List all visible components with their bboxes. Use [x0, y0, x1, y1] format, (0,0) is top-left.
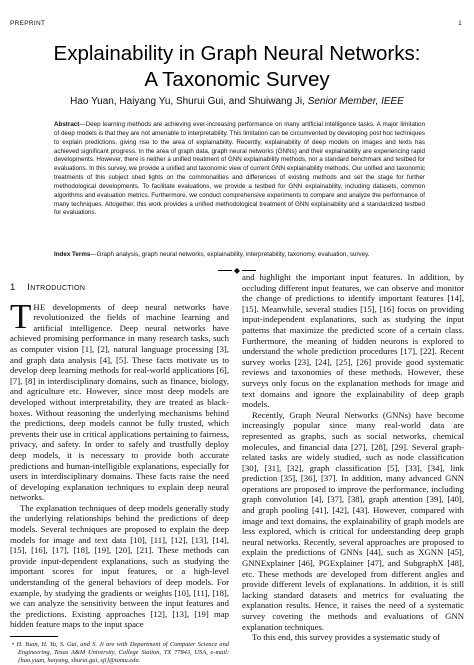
section-title: Introduction [27, 282, 86, 293]
author-footnote [10, 641, 229, 665]
abstract [54, 121, 425, 218]
section-number: 1 [10, 282, 16, 293]
abstract-label: Abstract [54, 121, 80, 128]
author-list [0, 96, 474, 107]
diamond-icon: ◆ [233, 265, 241, 275]
intro-paragraph-4: Recently, Graph Neural Networks (GNNs) have become increasingly popular since many real-world data are represented as graphs, such as social networks, chemical molecules, and financial data [27], [28], [29]. Several graph-related tasks are widely studied, such as node classification [30], [31], [32], graph classification [5], [33], [34], link prediction [35], [36], [37]. In addition, many advanced GNN operations are proposed to improve the performance, including graph convolution [4], [37], [38], graph attention [39], [40], and graph pooling [41], [42], [43]. However, compared with image and text domains, the explainability of graph models are less explored, which is critical for understanding deep graph neural networks. Recently, several approaches are proposed to explain the predictions of GNNs [44], such as XGNN [45], GNNExplainer [46], PGExplainer [47], and SubgraphX [48], etc. These methods are developed from different angles and provide different levels of explanations. In addition, it is still lacking standard datasets and metrics for evaluating the explanation results. Hence, it raises the need of a systematic survey covering the methods and evaluations of GNN explanation techniques. [242, 409, 464, 632]
header-label: PREPRINT [10, 20, 46, 27]
footnote-rule [10, 636, 58, 637]
right-column [242, 272, 464, 643]
author-membership: Senior Member, IEEE [307, 96, 404, 107]
drop-cap: T [10, 296, 32, 336]
index-terms [54, 251, 425, 260]
left-column [10, 272, 229, 665]
paper-title [0, 41, 474, 93]
index-terms-label: Index Terms [54, 251, 91, 258]
page-number: 1 [458, 20, 462, 27]
intro-paragraph-1 [10, 296, 229, 503]
intro-paragraph-2: The explanation techniques of deep models generally study the underlying relationships behind the predictions of deep models. Several techniques are proposed to explain the deep models for image and text data [10], [11], [12], [13], [14], [15], [16], [17], [18], [19], [20], [21]. These methods can provide input-dependent explanations, such as studying the important scores for input features, or a high-level understanding of the general behaviors of deep models. For example, by studying the gradients or weights [10], [11], [18], we can analyze the sensitivity between the input features and the predictions. Existing approaches [12], [13], [19] map hidden feature maps to the input space [10, 502, 229, 630]
running-header [10, 20, 462, 30]
title-line-2: A Taxonomic Survey [144, 68, 330, 91]
title-line-1: Explainability in Graph Neural Networks: [53, 42, 421, 65]
first-word-rest: HE [33, 301, 46, 312]
divider-line-left [218, 270, 232, 271]
author-names: Hao Yuan, Haiyang Yu, Shurui Gui, and Shuiwang Ji, [70, 96, 308, 107]
footnote-text: H. Yuan, H. Yu, S. Gui, and S. Ji are with Department of Computer Science and Engineering, Texas A&M University, College Station, TX 77843, USA, e-mail: {hao.yuan, haiyang, shurui.gui, sji}@tamu.edu. [16, 641, 229, 664]
intro-paragraph-5: To this end, this survey provides a systematic study of [252, 632, 441, 643]
divider-line-right [242, 270, 256, 271]
section-heading [10, 283, 229, 294]
intro-paragraph-1-text: developments of deep neural networks have revolutionized the fields of machine learning and artificial intelligence. Deep neural networks have achieved promising performance in many research tasks, such as computer vision [1], [2], natural language processing [3], and graph data analysis [4], [5]. These facts motivate us to develop deep learning methods for real-world applications [6], [7], [8] in interdisciplinary domains, such as finance, biology, and agriculture etc. However, since most deep models are developed without interpretability, they are treated as black-boxes. Without reasoning the underlying mechanisms behind the predictions, deep models cannot be fully trusted, which prevents their use in critical applications pertaining to fairness, privacy, and safety. In order to safely and trustfully deploy deep models, it is necessary to provide both accurate predictions and human-intelligible explanations, especially for users in interdisciplinary domains. These facts raise the need of developing explanation techniques to explain deep neural networks. [10, 301, 229, 503]
intro-paragraph-3: and highlight the important input features. In addition, by occluding different input features, we can observe and monitor the change of predictions to identify important features [14], [15]. Meanwhile, several studies [15], [16] focus on providing input-independent explanations, such as studying the input patterns that maximize the predicted score of a certain class. Furthermore, the meaning of hidden neurons is explored to understand the whole prediction procedures [17], [22]. Recent survey works [23], [24], [25], [26] provide good systematic reviews and taxonomies of these methods. However, these surveys only focus on the explanation methods for image and text domains and ignore the explainability of deep graph models. [242, 272, 464, 410]
abstract-text: —Deep learning methods are achieving ever-increasing performance on many artificial intelligence tasks. A major limitation of deep models is that they are not amenable to interpretability. This limitation can be circumvented by developing post hoc techniques to explain predictions, giving rise to the area of explainability. Recently, explainability of deep models on images and texts has achieved significant progress. In the area of graph data, graph neural networks (GNNs) and their explainability are experiencing rapid developments. However, there is neither a unified treatment of GNN explainability methods, nor a standard benchmark and testbed for evaluations. In this survey, we provide a unified and taxonomic view of current GNN explainability methods. Our unified and taxonomic treatments of this subject shed lights on the commonalities and differences of existing methods and set the stage for further methodological developments. To facilitate evaluations, we provide a testbed for GNN explainability, including datasets, common algorithms and evaluation metrics. Furthermore, we conduct comprehensive experiments to compare and analyze the performance of many techniques. Altogether, this work provides a unified methodological treatment of GNN explainability and a standardized testbed for evaluations. [54, 121, 425, 217]
index-terms-text: —Graph analysis, graph neural networks, explainability, interpretability, taxonomy, evaluation, survey. [90, 251, 370, 258]
footnote-bullet: • [12, 641, 15, 648]
